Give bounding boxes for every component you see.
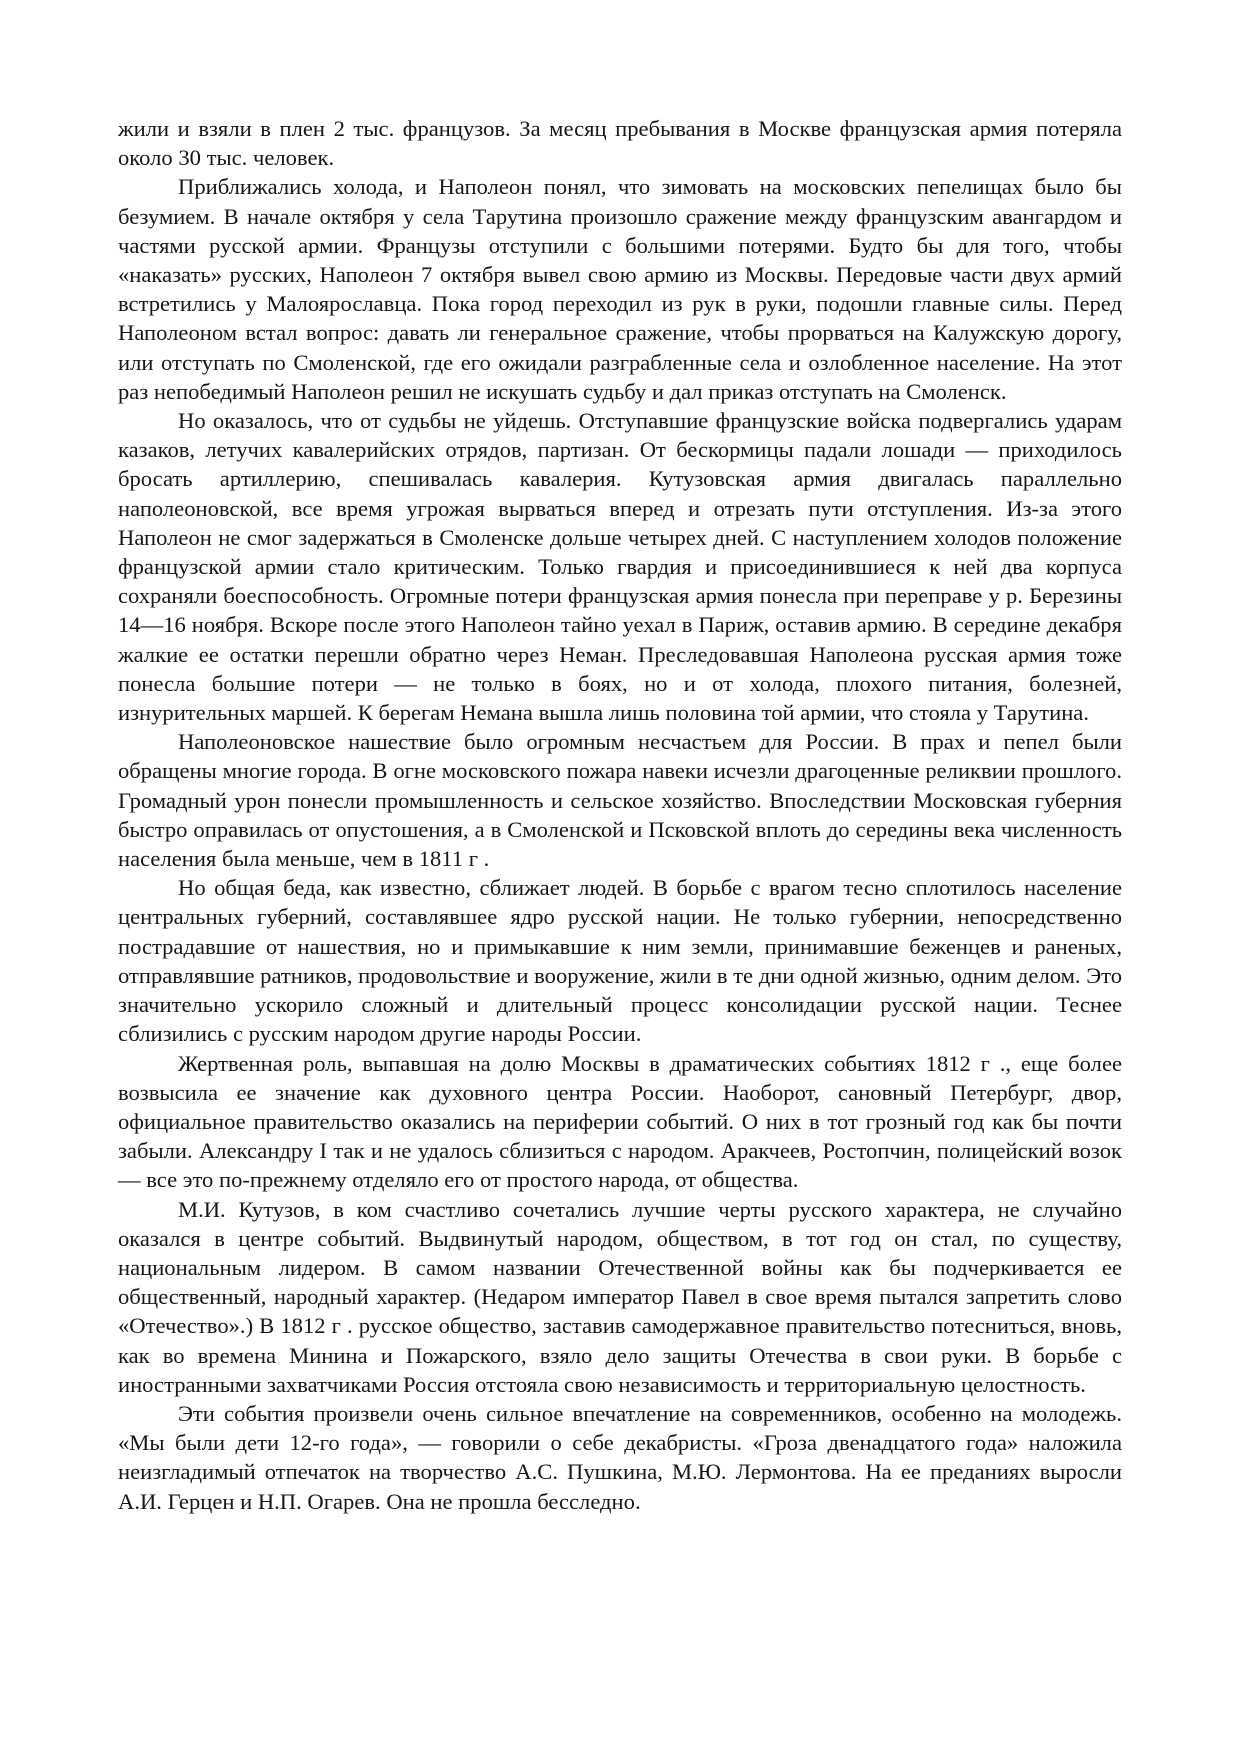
paragraph-2: Приближались холода, и Наполеон понял, что зимовать на московских пепелищах было бы безумием. В начале октября у села Тарутина произошло сражение между французским авангардом и частями русской армии. Французы отступили с большими потерями. Будто бы для того, чтобы «наказать» русских, Наполеон 7 октября вывел свою армию из Москвы. Передовые части двух армий встретились у Малоярославца. Пока город переходил из рук в руки, подошли главные силы. Перед Наполеоном встал вопрос: давать ли генеральное сражение, чтобы прорваться на Калужскую дорогу, или отступать по Смоленской, где его ожидали разграбленные села и озлобленное население. На этот раз непобедимый Наполеон решил не искушать судьбу и дал приказ отступать на Смоленск. [118,174,1122,404]
paragraph-8: Эти события произвели очень сильное впечатление на современников, особенно на молодежь. «Мы были дети 12-го года», — говорили о себе декабристы. «Гроза двенадцатого года» наложила неизгладимый отпечаток на творчество А.С. Пушкина, М.Ю. Лермонтова. На ее преданиях выросли А.И. Герцен и Н.П. Огарев. Она не прошла бесследно. [118,1400,1122,1514]
paragraph-5: Но общая беда, как известно, сближает людей. В борьбе с врагом тесно сплотилось население центральных губерний, составлявшее ядро русской нации. Не только губернии, непосредственно пострадавшие от нашествия, но и примыкавшие к ним земли, принимавшие беженцев и раненых, отправлявшие ратников, продовольствие и вооружение, жили в те дни одной жизнью, одним делом. Это значительно ускорило сложный и длительный процесс консолидации русской нации. Теснее сблизились с русским народом другие народы России. [118,875,1122,1047]
paragraph-7: М.И. Кутузов, в ком счастливо сочетались лучшие черты русского характера, не случайно оказался в центре событий. Выдвинутый народом, обществом, в тот год он стал, по существу, национальным лидером. В самом названии Отечественной войны как бы подчеркивается ее общественный, народный характер. (Недаром император Павел в свое время пытался запретить слово «Отечество».) В 1812 г . русское общество, заставив самодержавное правительство потесниться, вновь, как во времена Минина и Пожарского, взяло дело защиты Отечества в свои руки. В борьбе с иностранными захватчиками Россия отстояла свою независимость и территориальную целостность. [118,1196,1122,1397]
document-page [118,114,1122,1516]
paragraph-6: Жертвенная роль, выпавшая на долю Москвы в драматических событиях 1812 г ., еще более возвысила ее значение как духовного центра России. Наоборот, сановный Петербург, двор, официальное правительство оказались на периферии событий. О них в тот грозный год как бы почти забыли. Александру I так и не удалось сблизиться с народом. Аракчеев, Ростопчин, полицейский возок — все это по-прежнему отделяло его от простого народа, от общества. [118,1050,1122,1193]
paragraph-1: жили и взяли в плен 2 тыс. французов. За месяц пребывания в Москве французская армия потеряла около 30 тыс. человек. [118,116,1122,171]
paragraph-4: Наполеоновское нашествие было огромным несчастьем для России. В прах и пепел были обращены многие города. В огне московского пожара навеки исчезли драгоценные реликвии прошлого. Громадный урон понесли промышленность и сельское хозяйство. Впоследствии Московская губерния быстро оправилась от опустошения, а в Смоленской и Псковской вплоть до середины века численность населения была меньше, чем в 1811 г . [118,729,1122,872]
paragraph-3: Но оказалось, что от судьбы не уйдешь. Отступавшие французские войска подвергались ударам казаков, летучих кавалерийских отрядов, партизан. От бескормицы падали лошади — приходилось бросать артиллерию, спешивалась кавалерия. Кутузовская армия двигалась параллельно наполеоновской, все время угрожая вырваться вперед и отрезать пути отступления. Из-за этого Наполеон не смог задержаться в Смоленске дольше четырех дней. С наступлением холодов положение французской армии стало критическим. Только гвардия и присоединившиеся к ней два корпуса сохраняли боеспособность. Огромные потери французская армия понесла при переправе у р. Березины 14—16 ноября. Вскоре после этого Наполеон тайно уехал в Париж, оставив армию. В середине декабря жалкие ее остатки перешли обратно через Неман. Преследовавшая Наполеона русская армия тоже понесла большие потери — не только в боях, но и от холода, плохого питания, болезней, изнурительных маршей. К берегам Немана вышла лишь половина той армии, что стояла у Тарутина. [118,408,1122,726]
